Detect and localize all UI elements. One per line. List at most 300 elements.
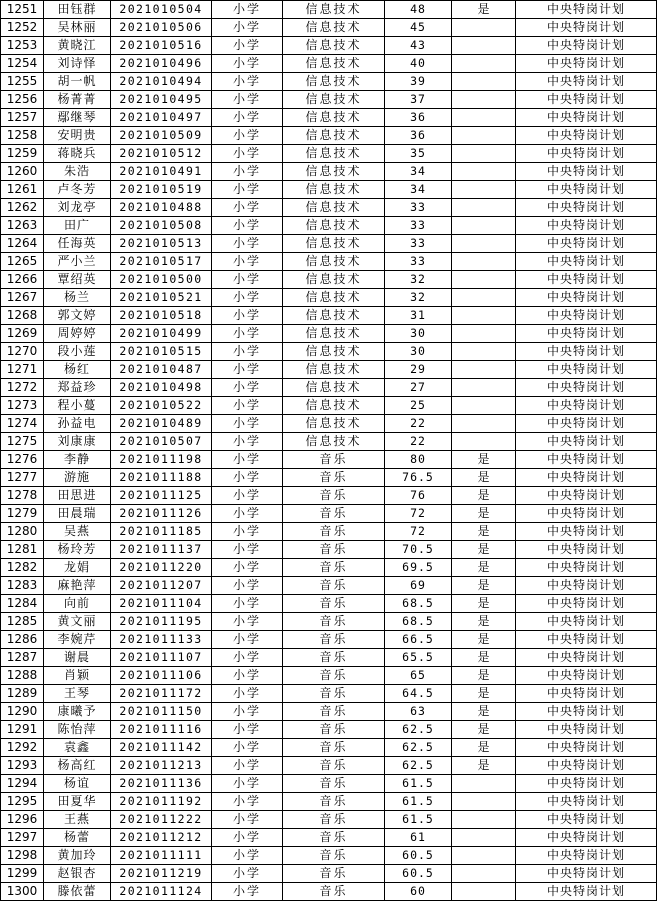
exam-id-cell: 2021011133 (111, 631, 212, 649)
row-number-cell: 1290 (1, 703, 44, 721)
exam-id-cell: 2021011192 (111, 793, 212, 811)
candidate-name-cell: 郭文婷 (44, 307, 111, 325)
candidate-name-cell: 鄢继琴 (44, 109, 111, 127)
candidate-name-cell: 胡一帆 (44, 73, 111, 91)
score-cell: 76 (385, 487, 452, 505)
recruitment-plan-cell: 中央特岗计划 (516, 217, 657, 235)
row-number-cell: 1258 (1, 127, 44, 145)
exam-id-cell: 2021010497 (111, 109, 212, 127)
table-row (1, 217, 657, 235)
candidate-name-cell: 黄文丽 (44, 613, 111, 631)
score-cell: 30 (385, 325, 452, 343)
exam-id-cell: 2021010491 (111, 163, 212, 181)
interview-flag-cell (452, 217, 516, 235)
row-number-cell: 1257 (1, 109, 44, 127)
score-cell: 35 (385, 145, 452, 163)
interview-flag-cell: 是 (452, 757, 516, 775)
school-stage-cell: 小学 (212, 739, 283, 757)
recruitment-plan-cell: 中央特岗计划 (516, 739, 657, 757)
candidate-name-cell: 游施 (44, 469, 111, 487)
school-stage-cell: 小学 (212, 721, 283, 739)
candidate-name-cell: 田思进 (44, 487, 111, 505)
school-stage-cell: 小学 (212, 235, 283, 253)
row-number-cell: 1269 (1, 325, 44, 343)
table-row (1, 505, 657, 523)
subject-cell: 音乐 (283, 487, 385, 505)
recruitment-plan-cell: 中央特岗计划 (516, 595, 657, 613)
table-row (1, 847, 657, 865)
school-stage-cell: 小学 (212, 829, 283, 847)
score-cell: 80 (385, 451, 452, 469)
school-stage-cell: 小学 (212, 559, 283, 577)
row-number-cell: 1279 (1, 505, 44, 523)
table-row (1, 523, 657, 541)
recruitment-plan-cell: 中央特岗计划 (516, 127, 657, 145)
table-row (1, 577, 657, 595)
candidate-name-cell: 田广 (44, 217, 111, 235)
candidate-name-cell: 段小莲 (44, 343, 111, 361)
interview-flag-cell (452, 811, 516, 829)
exam-id-cell: 2021010519 (111, 181, 212, 199)
school-stage-cell: 小学 (212, 703, 283, 721)
interview-flag-cell (452, 55, 516, 73)
subject-cell: 信息技术 (283, 145, 385, 163)
subject-cell: 音乐 (283, 757, 385, 775)
school-stage-cell: 小学 (212, 793, 283, 811)
school-stage-cell: 小学 (212, 325, 283, 343)
table-row (1, 865, 657, 883)
table-row (1, 829, 657, 847)
recruitment-plan-cell: 中央特岗计划 (516, 55, 657, 73)
table-row (1, 307, 657, 325)
candidate-name-cell: 卢冬芳 (44, 181, 111, 199)
subject-cell: 音乐 (283, 631, 385, 649)
school-stage-cell: 小学 (212, 649, 283, 667)
table-row (1, 667, 657, 685)
exam-id-cell: 2021010498 (111, 379, 212, 397)
subject-cell: 信息技术 (283, 343, 385, 361)
subject-cell: 音乐 (283, 523, 385, 541)
interview-flag-cell: 是 (452, 451, 516, 469)
interview-flag-cell: 是 (452, 703, 516, 721)
exam-id-cell: 2021010515 (111, 343, 212, 361)
candidate-name-cell: 程小蔓 (44, 397, 111, 415)
row-number-cell: 1284 (1, 595, 44, 613)
recruitment-plan-cell: 中央特岗计划 (516, 307, 657, 325)
school-stage-cell: 小学 (212, 883, 283, 901)
candidate-name-cell: 严小兰 (44, 253, 111, 271)
score-cell: 76.5 (385, 469, 452, 487)
row-number-cell: 1271 (1, 361, 44, 379)
score-cell: 32 (385, 289, 452, 307)
interview-flag-cell (452, 181, 516, 199)
interview-flag-cell: 是 (452, 505, 516, 523)
candidate-name-cell: 麻艳萍 (44, 577, 111, 595)
score-cell: 70.5 (385, 541, 452, 559)
interview-flag-cell (452, 127, 516, 145)
subject-cell: 音乐 (283, 793, 385, 811)
exam-id-cell: 2021011126 (111, 505, 212, 523)
recruitment-plan-cell: 中央特岗计划 (516, 271, 657, 289)
table-row (1, 37, 657, 55)
school-stage-cell: 小学 (212, 343, 283, 361)
row-number-cell: 1263 (1, 217, 44, 235)
score-cell: 69 (385, 577, 452, 595)
table-row (1, 55, 657, 73)
school-stage-cell: 小学 (212, 253, 283, 271)
candidate-name-cell: 康曦予 (44, 703, 111, 721)
row-number-cell: 1275 (1, 433, 44, 451)
interview-flag-cell (452, 199, 516, 217)
candidate-name-cell: 田夏华 (44, 793, 111, 811)
recruitment-plan-cell: 中央特岗计划 (516, 235, 657, 253)
score-cell: 33 (385, 253, 452, 271)
recruitment-plan-cell: 中央特岗计划 (516, 487, 657, 505)
candidate-name-cell: 任海英 (44, 235, 111, 253)
row-number-cell: 1286 (1, 631, 44, 649)
table-row (1, 397, 657, 415)
school-stage-cell: 小学 (212, 271, 283, 289)
exam-id-cell: 2021011150 (111, 703, 212, 721)
recruitment-plan-cell: 中央特岗计划 (516, 199, 657, 217)
score-cell: 62.5 (385, 757, 452, 775)
candidate-name-cell: 黄加玲 (44, 847, 111, 865)
interview-flag-cell: 是 (452, 631, 516, 649)
subject-cell: 信息技术 (283, 1, 385, 19)
row-number-cell: 1256 (1, 91, 44, 109)
candidate-name-cell: 陈怡萍 (44, 721, 111, 739)
school-stage-cell: 小学 (212, 163, 283, 181)
school-stage-cell: 小学 (212, 55, 283, 73)
recruitment-plan-cell: 中央特岗计划 (516, 181, 657, 199)
school-stage-cell: 小学 (212, 487, 283, 505)
row-number-cell: 1295 (1, 793, 44, 811)
row-number-cell: 1262 (1, 199, 44, 217)
subject-cell: 信息技术 (283, 91, 385, 109)
school-stage-cell: 小学 (212, 505, 283, 523)
table-row (1, 235, 657, 253)
candidate-name-cell: 吴燕 (44, 523, 111, 541)
recruitment-plan-cell: 中央特岗计划 (516, 379, 657, 397)
school-stage-cell: 小学 (212, 631, 283, 649)
row-number-cell: 1267 (1, 289, 44, 307)
candidate-name-cell: 滕依蕾 (44, 883, 111, 901)
candidate-name-cell: 朱浩 (44, 163, 111, 181)
exam-id-cell: 2021011107 (111, 649, 212, 667)
score-cell: 60 (385, 883, 452, 901)
interview-flag-cell (452, 865, 516, 883)
table-row (1, 703, 657, 721)
candidate-name-cell: 杨菁菁 (44, 91, 111, 109)
score-cell: 69.5 (385, 559, 452, 577)
subject-cell: 信息技术 (283, 289, 385, 307)
row-number-cell: 1254 (1, 55, 44, 73)
row-number-cell: 1280 (1, 523, 44, 541)
subject-cell: 音乐 (283, 865, 385, 883)
candidate-name-cell: 赵银杏 (44, 865, 111, 883)
interview-flag-cell: 是 (452, 595, 516, 613)
school-stage-cell: 小学 (212, 847, 283, 865)
score-cell: 60.5 (385, 865, 452, 883)
school-stage-cell: 小学 (212, 865, 283, 883)
exam-id-cell: 2021010494 (111, 73, 212, 91)
candidate-name-cell: 向前 (44, 595, 111, 613)
school-stage-cell: 小学 (212, 613, 283, 631)
row-number-cell: 1278 (1, 487, 44, 505)
candidate-name-cell: 杨谊 (44, 775, 111, 793)
table-row (1, 685, 657, 703)
interview-flag-cell (452, 343, 516, 361)
table-row (1, 649, 657, 667)
interview-flag-cell (452, 289, 516, 307)
school-stage-cell: 小学 (212, 379, 283, 397)
score-cell: 62.5 (385, 721, 452, 739)
exam-id-cell: 2021011106 (111, 667, 212, 685)
subject-cell: 信息技术 (283, 55, 385, 73)
candidate-name-cell: 孙益电 (44, 415, 111, 433)
subject-cell: 信息技术 (283, 379, 385, 397)
interview-flag-cell: 是 (452, 721, 516, 739)
recruitment-plan-cell: 中央特岗计划 (516, 325, 657, 343)
exam-id-cell: 2021011142 (111, 739, 212, 757)
row-number-cell: 1293 (1, 757, 44, 775)
interview-flag-cell (452, 307, 516, 325)
table-row (1, 253, 657, 271)
recruitment-plan-cell: 中央特岗计划 (516, 757, 657, 775)
school-stage-cell: 小学 (212, 19, 283, 37)
score-cell: 33 (385, 235, 452, 253)
interview-flag-cell (452, 775, 516, 793)
exam-id-cell: 2021010489 (111, 415, 212, 433)
exam-id-cell: 2021010516 (111, 37, 212, 55)
subject-cell: 音乐 (283, 703, 385, 721)
candidate-name-cell: 杨蕾 (44, 829, 111, 847)
recruitment-plan-cell: 中央特岗计划 (516, 361, 657, 379)
row-number-cell: 1273 (1, 397, 44, 415)
row-number-cell: 1272 (1, 379, 44, 397)
row-number-cell: 1265 (1, 253, 44, 271)
interview-flag-cell: 是 (452, 577, 516, 595)
subject-cell: 音乐 (283, 541, 385, 559)
subject-cell: 音乐 (283, 685, 385, 703)
score-cell: 60.5 (385, 847, 452, 865)
recruitment-plan-cell: 中央特岗计划 (516, 91, 657, 109)
recruitment-plan-cell: 中央特岗计划 (516, 451, 657, 469)
exam-id-cell: 2021010495 (111, 91, 212, 109)
exam-id-cell: 2021011111 (111, 847, 212, 865)
row-number-cell: 1296 (1, 811, 44, 829)
recruitment-plan-cell: 中央特岗计划 (516, 433, 657, 451)
candidate-name-cell: 刘康康 (44, 433, 111, 451)
interview-flag-cell: 是 (452, 613, 516, 631)
interview-flag-cell (452, 847, 516, 865)
subject-cell: 信息技术 (283, 307, 385, 325)
exam-id-cell: 2021011124 (111, 883, 212, 901)
subject-cell: 音乐 (283, 451, 385, 469)
exam-id-cell: 2021011172 (111, 685, 212, 703)
table-row (1, 379, 657, 397)
table-row (1, 469, 657, 487)
row-number-cell: 1274 (1, 415, 44, 433)
score-cell: 66.5 (385, 631, 452, 649)
school-stage-cell: 小学 (212, 199, 283, 217)
interview-flag-cell (452, 397, 516, 415)
school-stage-cell: 小学 (212, 469, 283, 487)
exam-id-cell: 2021010509 (111, 127, 212, 145)
score-cell: 61.5 (385, 775, 452, 793)
row-number-cell: 1260 (1, 163, 44, 181)
candidate-name-cell: 谢晨 (44, 649, 111, 667)
school-stage-cell: 小学 (212, 91, 283, 109)
candidate-name-cell: 安明贵 (44, 127, 111, 145)
subject-cell: 信息技术 (283, 325, 385, 343)
subject-cell: 信息技术 (283, 37, 385, 55)
interview-flag-cell (452, 379, 516, 397)
exam-id-cell: 2021011104 (111, 595, 212, 613)
score-cell: 34 (385, 181, 452, 199)
score-cell: 48 (385, 1, 452, 19)
score-cell: 72 (385, 523, 452, 541)
interview-flag-cell (452, 253, 516, 271)
score-cell: 29 (385, 361, 452, 379)
candidate-name-cell: 杨高红 (44, 757, 111, 775)
row-number-cell: 1268 (1, 307, 44, 325)
candidate-name-cell: 袁鑫 (44, 739, 111, 757)
school-stage-cell: 小学 (212, 361, 283, 379)
candidate-name-cell: 刘诗怿 (44, 55, 111, 73)
interview-flag-cell: 是 (452, 1, 516, 19)
table-row (1, 163, 657, 181)
interview-flag-cell (452, 883, 516, 901)
row-number-cell: 1261 (1, 181, 44, 199)
subject-cell: 音乐 (283, 811, 385, 829)
recruitment-plan-cell: 中央特岗计划 (516, 343, 657, 361)
candidate-name-cell: 王琴 (44, 685, 111, 703)
exam-id-cell: 2021011207 (111, 577, 212, 595)
row-number-cell: 1276 (1, 451, 44, 469)
table-row (1, 721, 657, 739)
interview-flag-cell (452, 37, 516, 55)
recruitment-plan-cell: 中央特岗计划 (516, 775, 657, 793)
subject-cell: 音乐 (283, 847, 385, 865)
subject-cell: 音乐 (283, 559, 385, 577)
interview-flag-cell (452, 361, 516, 379)
school-stage-cell: 小学 (212, 289, 283, 307)
subject-cell: 信息技术 (283, 217, 385, 235)
recruitment-plan-cell: 中央特岗计划 (516, 145, 657, 163)
table-row (1, 109, 657, 127)
recruitment-plan-cell: 中央特岗计划 (516, 1, 657, 19)
exam-id-cell: 2021010508 (111, 217, 212, 235)
recruitment-plan-cell: 中央特岗计划 (516, 613, 657, 631)
school-stage-cell: 小学 (212, 541, 283, 559)
row-number-cell: 1253 (1, 37, 44, 55)
interview-flag-cell (452, 325, 516, 343)
score-cell: 22 (385, 433, 452, 451)
interview-flag-cell: 是 (452, 649, 516, 667)
subject-cell: 音乐 (283, 613, 385, 631)
subject-cell: 信息技术 (283, 127, 385, 145)
exam-id-cell: 2021010517 (111, 253, 212, 271)
subject-cell: 音乐 (283, 577, 385, 595)
recruitment-plan-cell: 中央特岗计划 (516, 541, 657, 559)
table-row (1, 631, 657, 649)
exam-id-cell: 2021010487 (111, 361, 212, 379)
exam-id-cell: 2021011185 (111, 523, 212, 541)
interview-flag-cell (452, 415, 516, 433)
candidate-name-cell: 李静 (44, 451, 111, 469)
school-stage-cell: 小学 (212, 775, 283, 793)
candidate-name-cell: 黄晓江 (44, 37, 111, 55)
table-row (1, 613, 657, 631)
row-number-cell: 1266 (1, 271, 44, 289)
school-stage-cell: 小学 (212, 415, 283, 433)
candidate-name-cell: 郑益珍 (44, 379, 111, 397)
exam-id-cell: 2021011188 (111, 469, 212, 487)
row-number-cell: 1282 (1, 559, 44, 577)
interview-flag-cell (452, 109, 516, 127)
candidate-name-cell: 蒋晓兵 (44, 145, 111, 163)
exam-id-cell: 2021011219 (111, 865, 212, 883)
school-stage-cell: 小学 (212, 1, 283, 19)
school-stage-cell: 小学 (212, 37, 283, 55)
row-number-cell: 1298 (1, 847, 44, 865)
recruitment-plan-cell: 中央特岗计划 (516, 829, 657, 847)
recruitment-plan-cell: 中央特岗计划 (516, 811, 657, 829)
score-cell: 64.5 (385, 685, 452, 703)
candidate-name-cell: 吴林丽 (44, 19, 111, 37)
school-stage-cell: 小学 (212, 307, 283, 325)
subject-cell: 音乐 (283, 739, 385, 757)
exam-id-cell: 2021010507 (111, 433, 212, 451)
row-number-cell: 1299 (1, 865, 44, 883)
interview-flag-cell: 是 (452, 685, 516, 703)
candidate-name-cell: 杨红 (44, 361, 111, 379)
score-cell: 25 (385, 397, 452, 415)
subject-cell: 音乐 (283, 775, 385, 793)
table-row (1, 541, 657, 559)
exam-id-cell: 2021010500 (111, 271, 212, 289)
recruitment-plan-cell: 中央特岗计划 (516, 847, 657, 865)
recruitment-plan-cell: 中央特岗计划 (516, 415, 657, 433)
recruitment-plan-cell: 中央特岗计划 (516, 883, 657, 901)
subject-cell: 音乐 (283, 667, 385, 685)
interview-flag-cell (452, 73, 516, 91)
subject-cell: 信息技术 (283, 235, 385, 253)
subject-cell: 信息技术 (283, 19, 385, 37)
school-stage-cell: 小学 (212, 109, 283, 127)
recruitment-plan-cell: 中央特岗计划 (516, 505, 657, 523)
score-cell: 62.5 (385, 739, 452, 757)
subject-cell: 音乐 (283, 595, 385, 613)
school-stage-cell: 小学 (212, 757, 283, 775)
table-row (1, 757, 657, 775)
recruitment-plan-cell: 中央特岗计划 (516, 469, 657, 487)
score-cell: 61 (385, 829, 452, 847)
row-number-cell: 1300 (1, 883, 44, 901)
row-number-cell: 1277 (1, 469, 44, 487)
table-row (1, 775, 657, 793)
row-number-cell: 1281 (1, 541, 44, 559)
subject-cell: 音乐 (283, 649, 385, 667)
table-row (1, 73, 657, 91)
interview-flag-cell (452, 19, 516, 37)
school-stage-cell: 小学 (212, 145, 283, 163)
table-row (1, 271, 657, 289)
candidate-name-cell: 田晨瑞 (44, 505, 111, 523)
table-row (1, 181, 657, 199)
interview-flag-cell: 是 (452, 469, 516, 487)
